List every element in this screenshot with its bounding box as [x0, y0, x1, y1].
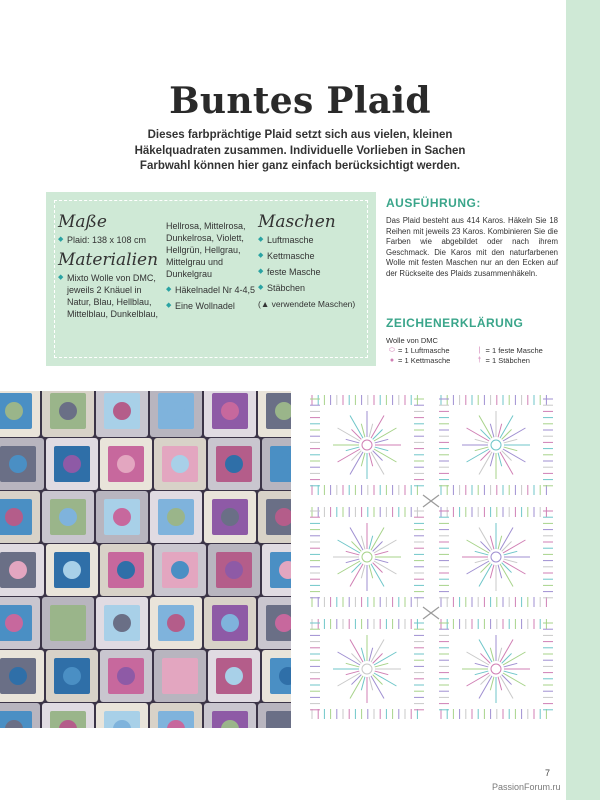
crochet-diagram: [306, 391, 564, 728]
masse-heading: Maße: [58, 212, 107, 232]
bullet-icon: ◆: [258, 268, 264, 275]
legend: [386, 336, 561, 366]
info-box: [46, 192, 376, 366]
legend-subtitle: Wolle von DMC: [386, 336, 438, 345]
granny-squares-image: [0, 391, 291, 728]
bullet-icon: ◆: [258, 236, 264, 243]
info-column-3: [258, 212, 368, 310]
maschen-item: ◆ Luftmasche: [258, 235, 314, 245]
maschen-note: (▲ verwendete Maschen): [258, 299, 356, 309]
material-item: ◆ Häkelnadel Nr 4-4,5: [166, 285, 256, 295]
maschen-heading: Maschen: [258, 212, 336, 232]
page-number: 7: [545, 768, 551, 778]
legend-heading: ZEICHENERKLÄRUNG: [386, 316, 524, 330]
bullet-icon: ◆: [166, 286, 172, 293]
legend-item-luftmasche: ⬭ = 1 Luftmasche: [386, 346, 474, 356]
material-item: ◆ Mixto Wolle von DMC, jeweils 2 Knäuel in Natur, Blau, Hellblau, Mittelblau, Dunkelblau,: [58, 273, 159, 319]
slip-stitch-icon: ●: [389, 357, 395, 364]
info-column-2: [166, 220, 266, 312]
masse-item: ◆ Plaid: 138 x 108 cm: [58, 235, 147, 245]
page-title: Buntes Plaid: [169, 80, 431, 122]
bullet-icon: ◆: [166, 302, 172, 309]
bullet-icon: ◆: [258, 284, 264, 291]
bullet-icon: ◆: [258, 252, 264, 259]
bullet-icon: ◆: [58, 236, 64, 243]
double-crochet-icon: †: [477, 357, 482, 364]
watermark: PassionForum.ru: [492, 782, 561, 792]
intro-paragraph: Dieses farbprächtige Plaid setzt sich aus vielen, kleinen Häkelquadraten zusammen. Individuelle Vorlieben in Sachen Farbwahl können hier ganz einfach berücksichtigt werden.: [134, 129, 466, 172]
ausfuehrung-text: Das Plaid besteht aus 414 Karos. Häkeln Sie 18 Reihen mit jeweils 23 Karos. Kombinieren Sie die Farben wie abgebildet oder nach ihrem Geschmack. Die Karos mit den naturfarbenen Wolle mit festen Maschen nur an den Ecken auf der Rückseite des Plaids zusammenhäkeln.: [386, 216, 558, 278]
single-crochet-icon: |: [478, 347, 481, 354]
legend-item-kettmasche: ● = 1 Kettmasche: [386, 356, 474, 366]
ausfuehrung-heading: AUSFÜHRUNG:: [386, 196, 481, 210]
materialien-heading: Materialien: [58, 250, 159, 270]
chain-stitch-icon: ⬭: [389, 347, 395, 354]
maschen-item: ◆ Stäbchen: [258, 283, 306, 293]
info-column-1: [58, 212, 166, 320]
legend-item-staebchen: † = 1 Stäbchen: [474, 356, 562, 366]
legend-item-feste-masche: | = 1 feste Masche: [474, 346, 562, 356]
crochet-chart-image: [306, 391, 564, 728]
material-continuation: Hellrosa, Mittelrosa, Dunkelrosa, Violett, Hellgrün, Hellgrau, Mittelgrau und Dunkelgrau: [166, 221, 246, 279]
material-item: ◆ Eine Wollnadel: [166, 301, 235, 311]
blanket-photo: [0, 391, 291, 728]
maschen-item: ◆ Kettmasche: [258, 251, 315, 261]
maschen-item: ◆ feste Masche: [258, 267, 321, 277]
bullet-icon: ◆: [58, 274, 64, 281]
